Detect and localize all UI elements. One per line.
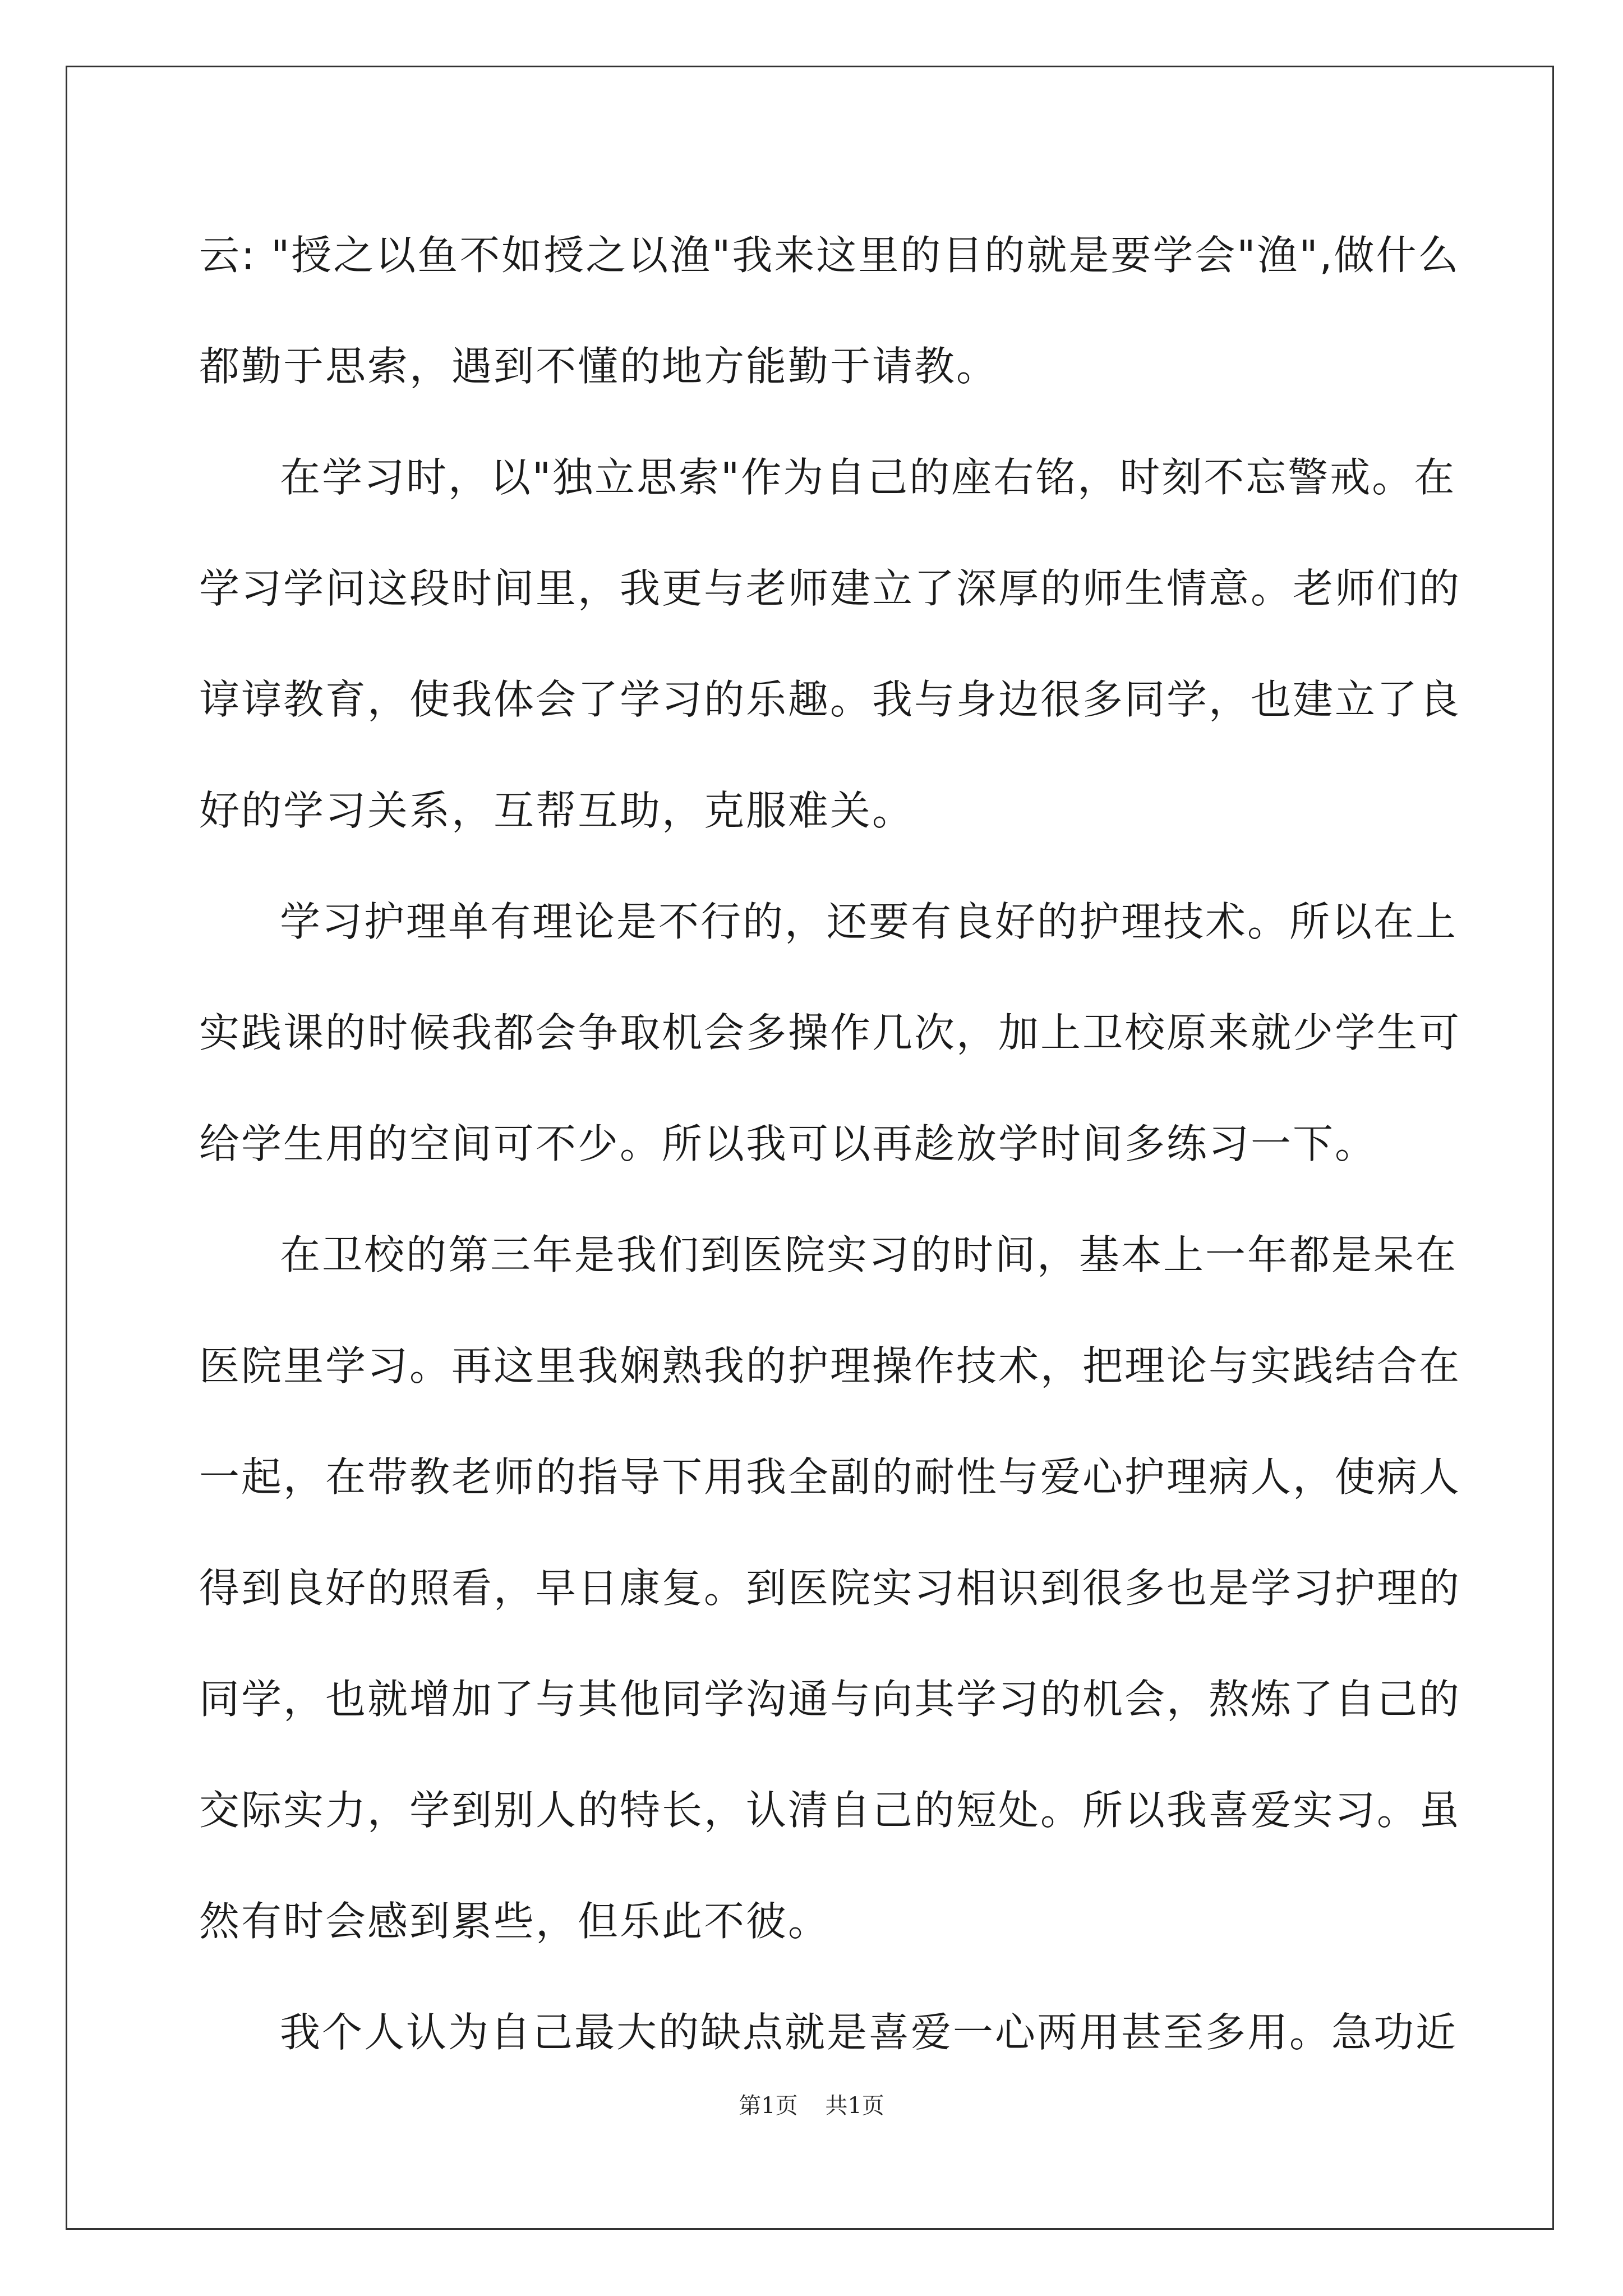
page-number: 第1页 (739, 2093, 798, 2119)
page-footer (0, 2088, 1623, 2120)
text-line: 在学习时，以"独立思索"作为自己的座右铭，时刻不忘警戒。在 (280, 454, 1456, 501)
text-line: 都勤于思索，遇到不懂的地方能勤于请教。 (199, 343, 999, 390)
text-line: 在卫校的第三年是我们到医院实习的时间，基本上一年都是呆在 (280, 1231, 1458, 1278)
text-line: 一起，在带教老师的指导下用我全副的耐性与爱心护理病人，使病人 (199, 1453, 1461, 1501)
text-line: 得到良好的照看，早日康复。到医院实习相识到很多也是学习护理的 (199, 1565, 1461, 1612)
text-line: 医院里学习。再这里我娴熟我的护理操作技术，把理论与实践结合在 (199, 1342, 1461, 1389)
text-line: 谆谆教育，使我体会了学习的乐趣。我与身边很多同学，也建立了良 (199, 676, 1461, 723)
text-line: 我个人认为自己最大的缺点就是喜爱一心两用甚至多用。急功近 (280, 2009, 1458, 2056)
text-line: 给学生用的空间可不少。所以我可以再趁放学时间多练习一下。 (199, 1120, 1377, 1167)
text-line: 交际实力，学到别人的特长，认清自己的短处。所以我喜爱实习。虽 (199, 1787, 1461, 1834)
text-line: 然有时会感到累些，但乐此不彼。 (199, 1898, 831, 1945)
text-line: 好的学习关系，互帮互助，克服难关。 (199, 787, 915, 834)
text-line: 同学，也就增加了与其他同学沟通与向其学习的机会，熬炼了自己的 (199, 1676, 1461, 1723)
document-body (199, 219, 1461, 2107)
text-line: 学习学问这段时间里，我更与老师建立了深厚的师生情意。老师们的 (199, 565, 1461, 612)
text-line: 学习护理单有理论是不行的，还要有良好的护理技术。所以在上 (280, 898, 1458, 945)
text-line: 云: "授之以鱼不如授之以渔"我来这里的目的就是要学会"渔",做什么 (199, 232, 1460, 279)
page-total: 共1页 (825, 2093, 884, 2119)
text-line: 实践课的时候我都会争取机会多操作几次，加上卫校原来就少学生可 (199, 1009, 1461, 1056)
